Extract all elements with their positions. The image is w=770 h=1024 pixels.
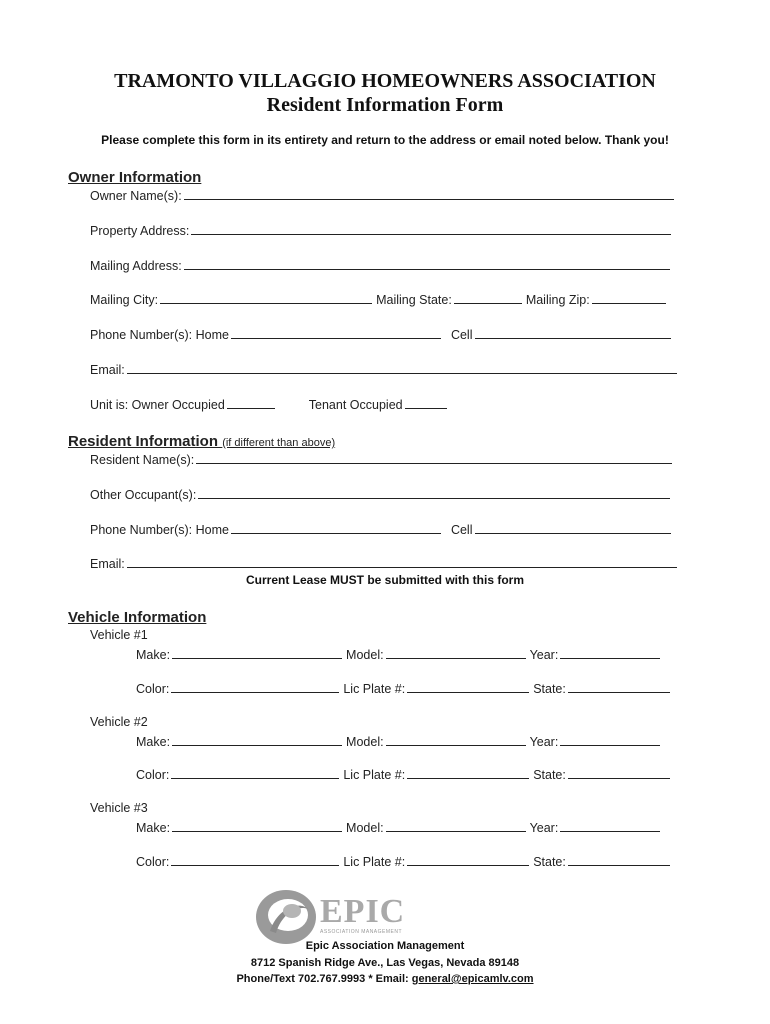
vehicle-3-label: Vehicle #3 <box>90 801 148 815</box>
logo-subtitle: ASSOCIATION MANAGEMENT <box>320 929 403 935</box>
footer-address: 8712 Spanish Ridge Ave., Las Vegas, Nevada 89148 <box>250 957 520 969</box>
tenant-occupied-field[interactable] <box>405 397 447 409</box>
vehicle-3-model-label: Model: <box>346 821 384 835</box>
vehicle-1-make-field[interactable] <box>172 647 342 659</box>
property-address-label: Property Address: <box>90 224 190 238</box>
resident-cell-label: Cell <box>450 523 473 537</box>
vehicle-2-model-label: Model: <box>346 735 384 749</box>
vehicle-1-model-field[interactable] <box>386 647 526 659</box>
vehicle-3-color-field[interactable] <box>171 854 339 866</box>
resident-email-row <box>90 556 681 571</box>
property-address-row <box>90 223 675 238</box>
vehicle-1-color-field[interactable] <box>171 681 339 693</box>
property-address-field[interactable] <box>191 223 671 235</box>
resident-names-field[interactable] <box>196 452 672 464</box>
mailing-zip-field[interactable] <box>592 292 666 304</box>
vehicle-3-color-label: Color: <box>136 855 170 869</box>
resident-email-label: Email: <box>90 557 125 571</box>
vehicle-3-make-field[interactable] <box>172 820 342 832</box>
vehicle-2-color-field[interactable] <box>171 767 339 779</box>
vehicle-1-model-label: Model: <box>346 648 384 662</box>
mailing-city-row <box>90 292 670 307</box>
mailing-zip-label: Mailing Zip: <box>525 293 590 307</box>
vehicle-3-plate-label: Lic Plate #: <box>343 855 406 869</box>
vehicle-1-year-label: Year: <box>529 648 559 662</box>
vehicle-3-year-label: Year: <box>529 821 559 835</box>
mailing-city-label: Mailing City: <box>90 293 159 307</box>
resident-names-row <box>90 452 676 467</box>
vehicle-1-color-label: Color: <box>136 682 170 696</box>
mailing-address-row <box>90 258 674 273</box>
vehicle-3-state-label: State: <box>533 855 566 869</box>
vehicle-3-make-label: Make: <box>136 821 171 835</box>
vehicle-2-model-field[interactable] <box>386 734 526 746</box>
owner-section-heading: Owner Information <box>68 169 202 186</box>
vehicle-3-state-field[interactable] <box>568 854 670 866</box>
footer-email-link[interactable]: general@epicamlv.com <box>411 973 534 985</box>
vehicle-1-state-label: State: <box>533 682 566 696</box>
footer-company: Epic Association Management <box>305 940 465 952</box>
owner-email-field[interactable] <box>127 362 677 374</box>
vehicle-1-year-field[interactable] <box>560 647 660 659</box>
resident-section-heading <box>68 433 335 450</box>
vehicle-2-plate-label: Lic Plate #: <box>343 768 406 782</box>
resident-cell-field[interactable] <box>475 522 671 534</box>
vehicle-3-year-field[interactable] <box>560 820 660 832</box>
footer-contact <box>0 973 770 985</box>
vehicle-2-color-label: Color: <box>136 768 170 782</box>
owner-occupied-field[interactable] <box>227 397 275 409</box>
vehicle-1-label: Vehicle #1 <box>90 628 148 642</box>
mailing-address-label: Mailing Address: <box>90 259 182 273</box>
resident-phone-home-field[interactable] <box>231 522 441 534</box>
vehicle-3-row-b <box>136 854 674 869</box>
vehicle-1-row-b <box>136 681 674 696</box>
mailing-state-field[interactable] <box>454 292 522 304</box>
owner-occupied-label: Unit is: Owner Occupied <box>90 398 225 412</box>
vehicle-section-heading: Vehicle Information <box>68 609 207 626</box>
owner-names-field[interactable] <box>184 188 674 200</box>
resident-heading-note: (if different than above) <box>222 437 336 449</box>
vehicle-1-state-field[interactable] <box>568 681 670 693</box>
resident-email-field[interactable] <box>127 556 677 568</box>
vehicle-1-plate-field[interactable] <box>407 681 529 693</box>
vehicle-2-make-field[interactable] <box>172 734 342 746</box>
vehicle-2-plate-field[interactable] <box>407 767 529 779</box>
mailing-state-label: Mailing State: <box>376 293 452 307</box>
lease-notice: Current Lease MUST be submitted with this form <box>245 573 525 587</box>
mailing-address-field[interactable] <box>184 258 670 270</box>
vehicle-2-label: Vehicle #2 <box>90 715 148 729</box>
other-occupants-label: Other Occupant(s): <box>90 488 197 502</box>
owner-names-row <box>90 188 678 203</box>
vehicle-3-model-field[interactable] <box>386 820 526 832</box>
owner-names-label: Owner Name(s): <box>90 189 182 203</box>
mailing-city-field[interactable] <box>160 292 372 304</box>
vehicle-1-row-a <box>136 647 664 662</box>
footer-contact-prefix: Phone/Text 702.767.9993 * Email: <box>236 973 409 985</box>
form-instructions: Please complete this form in its entirety and return to the address or email noted below. Thank you! <box>101 133 669 147</box>
owner-phone-home-label: Phone Number(s): Home <box>90 328 229 342</box>
vehicle-2-make-label: Make: <box>136 735 171 749</box>
resident-names-label: Resident Name(s): <box>90 453 195 467</box>
owner-cell-field[interactable] <box>475 327 671 339</box>
owner-email-label: Email: <box>90 363 125 377</box>
owner-phone-row <box>90 327 675 342</box>
form-title: Resident Information Form <box>266 94 504 116</box>
vehicle-2-row-a <box>136 734 664 749</box>
owner-cell-label: Cell <box>450 328 473 342</box>
vehicle-2-state-field[interactable] <box>568 767 670 779</box>
occupancy-row <box>90 397 451 412</box>
vehicle-2-year-field[interactable] <box>560 734 660 746</box>
vehicle-3-row-a <box>136 820 664 835</box>
other-occupants-row <box>90 487 674 502</box>
tenant-occupied-label: Tenant Occupied <box>308 398 403 412</box>
owner-email-row <box>90 362 681 377</box>
vehicle-1-make-label: Make: <box>136 648 171 662</box>
form-org-title: TRAMONTO VILLAGGIO HOMEOWNERS ASSOCIATION <box>114 70 656 92</box>
resident-heading-text: Resident Information <box>68 433 219 450</box>
vehicle-1-plate-label: Lic Plate #: <box>343 682 406 696</box>
vehicle-2-year-label: Year: <box>529 735 559 749</box>
owner-phone-home-field[interactable] <box>231 327 441 339</box>
resident-phone-home-label: Phone Number(s): Home <box>90 523 229 537</box>
vehicle-3-plate-field[interactable] <box>407 854 529 866</box>
logo-wordmark: EPIC <box>320 893 406 930</box>
vehicle-2-row-b <box>136 767 674 782</box>
other-occupants-field[interactable] <box>198 487 670 499</box>
resident-phone-row <box>90 522 675 537</box>
vehicle-2-state-label: State: <box>533 768 566 782</box>
